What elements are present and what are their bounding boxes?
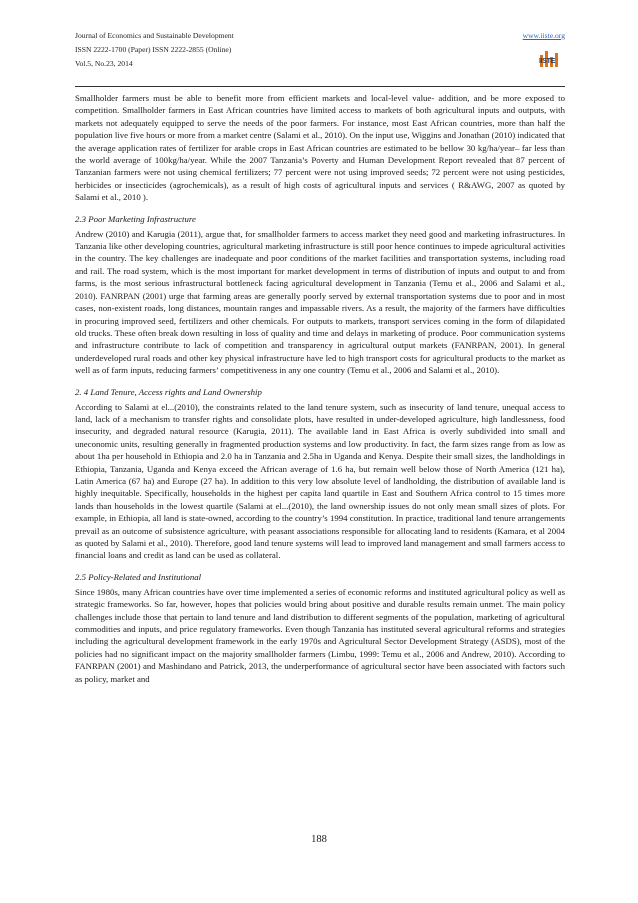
section-heading-2-3: 2.3 Poor Marketing Infrastructure	[75, 213, 196, 224]
issn-line: ISSN 2222-1700 (Paper) ISSN 2222-2855 (Online)	[75, 45, 232, 55]
paragraph-marketing-infrastructure: Andrew (2010) and Karugia (2011), argue that, for smallholder farmers to access market they need good and marketing infrastructures. In Tanzania like other developing countries, agricultural marketing infrastructure is still poor hence continues to impede agricultural activities in the country. The key challenges are inadequate and poor conditions of the market facilities and transportation systems, including road and rail. The road system, which is the most important for market development in terms of distribution of inputs and output to and from farms, is the most serious infrastructural bottleneck facing agricultural development in Tanzania (Temu et al., 2006 and Salami et al., 2010). FANRPAN (2001) urge that farming areas are generally poorly served by external transportation systems due to poor and in most cases, non-existent roads, long distances, mountain ranges and impassable rivers. As a result, the majority of the farmers have difficulties in procuring improved seed, fertilizers and other chemicals. For outputs to markets, transport services coming in the form of dilapidated old trucks. These often break down resulting in loss of quality and time and delays in marketing of produce. Poor communication systems and infrastructure contribute to lack of competition and transparency in agricultural output markets (FANRPAN, 2001). In general underdeveloped rural roads and other key physical infrastructure have led to high transport costs for agricultural products to the market as well as of farm inputs, reducing farmers’ competitiveness in any one country (Temu et al., 2006 and Salami et al., 2010).	[75, 228, 565, 376]
header-rule	[75, 86, 565, 87]
logo-text: IISTE	[539, 58, 556, 65]
paragraph-land-tenure: According to Salami at el...(2010), the constraints related to the land tenure system, such as insecurity of land tenure, unequal access to land, lack of a mechanism to transfer rights and consolidate plots, have resulted in under-developed agriculture, high landlessness, food insecurity, and degraded natural resource (Karugia, 2011). The available land in East Africa is overly subdivided into small and uneconomic units, resulting generally in fragmented production systems and low productivity. In fact, the farm sizes range from as low as about 1ha per household in Ethiopia and 2.0 ha in Tanzania and 2.5ha in Uganda and Kenya. Despite their small sizes, the landholdings in Ethiopia, Tanzania, Uganda and Kenya exceed the African average of 1.6 ha, but remain well below those of North America (121 ha), Latin America (67 ha) and Europe (27 ha). In addition to this very low absolute level of landholding, the distribution of available land is highly inequitable. Specifically, households in the highest per capita land quartile in East and Southern Africa control to 15 times more lands than households in the lowest quartile (Salami at el...(2010), the land ownership issues do not only mean small sizes of plots. For example, in Ethiopia, all land is state-owned, according to the country’s 1994 constitution. In practice, traditional land tenure arrangements prevail as an outcome of subsistence agriculture, with peasant associations responsible for allocating land to residents (Kamara, et al 2004 as quoted by Salami et al., 2010). Therefore, good land tenure systems will lead to improved land management and small farmers access to financial loans and credit as land can be used as collateral.	[75, 401, 565, 561]
article-body	[75, 92, 565, 685]
volume-line: Vol.5, No.23, 2014	[75, 59, 133, 69]
iiste-logo	[539, 44, 559, 67]
page-number: 188	[311, 834, 327, 845]
paragraph-policy: Since 1980s, many African countries have over time implemented a series of economic reforms and instituted agricultural policy as well as strategic frameworks. So far, however, hopes that policies would bring about positive and durable results remain unmet. The main policy challenges include those that pertain to land tenure and land distribution to different segments of the population, marketing of agricultural commodities and inputs, and price regulatory frameworks. Even though Tanzania has instituted several agricultural reforms and strategies including the agricultural development framework in the early 1970s and Agricultural Sector Development Strategy (ASDS), most of the policies had no significant impact on the majority smallholder farmers (Limbu, 1999: Temu et al., 2006 and Andrew, 2010). According to FANRPAN (2001) and Mashindano and Patrick, 2013, the underperformance of agricultural sector have been associated with factors such as policy, market and	[75, 586, 565, 684]
section-heading-2-5: 2.5 Policy-Related and Institutional	[75, 571, 202, 582]
section-heading-2-4: 2. 4 Land Tenure, Access rights and Land Ownership	[75, 386, 262, 397]
journal-title: Journal of Economics and Sustainable Development	[75, 31, 234, 40]
page-header	[75, 29, 565, 87]
journal-url-link[interactable]: www.iiste.org	[522, 31, 565, 40]
paragraph-market-access: Smallholder farmers must be able to benefit more from efficient markets and local-level value- addition, and be more exposed to competition. Smallholder farmers in East African countries have limited access to markets of both agricultural inputs and outputs, with markets not adequately equipped to serve the needs of the poor farmers. For instance, most East African countries, more than half the population live five hours or more from a market centre (Salami et al., 2010). On the input use, Wiggins and Jonathan (2010) indicated that the average application rates of fertilizer for arable crops in East African countries are estimated to be bellow 30 kg/ha/year– far less than the world average of 100kg/ha/year. While the 2007 Tanzania’s Poverty and Human Development Report revealed that 87 percent of Tanzanian farmers were not using chemical fertilizers; 77 percent were not using improved seeds; 72 percent were not using pesticides, herbicides or insecticides (agrochemicals), as a result of high costs of agricultural inputs and services ( R&AWG, 2007 as quoted by Salami et al., 2010 ).	[75, 93, 565, 203]
